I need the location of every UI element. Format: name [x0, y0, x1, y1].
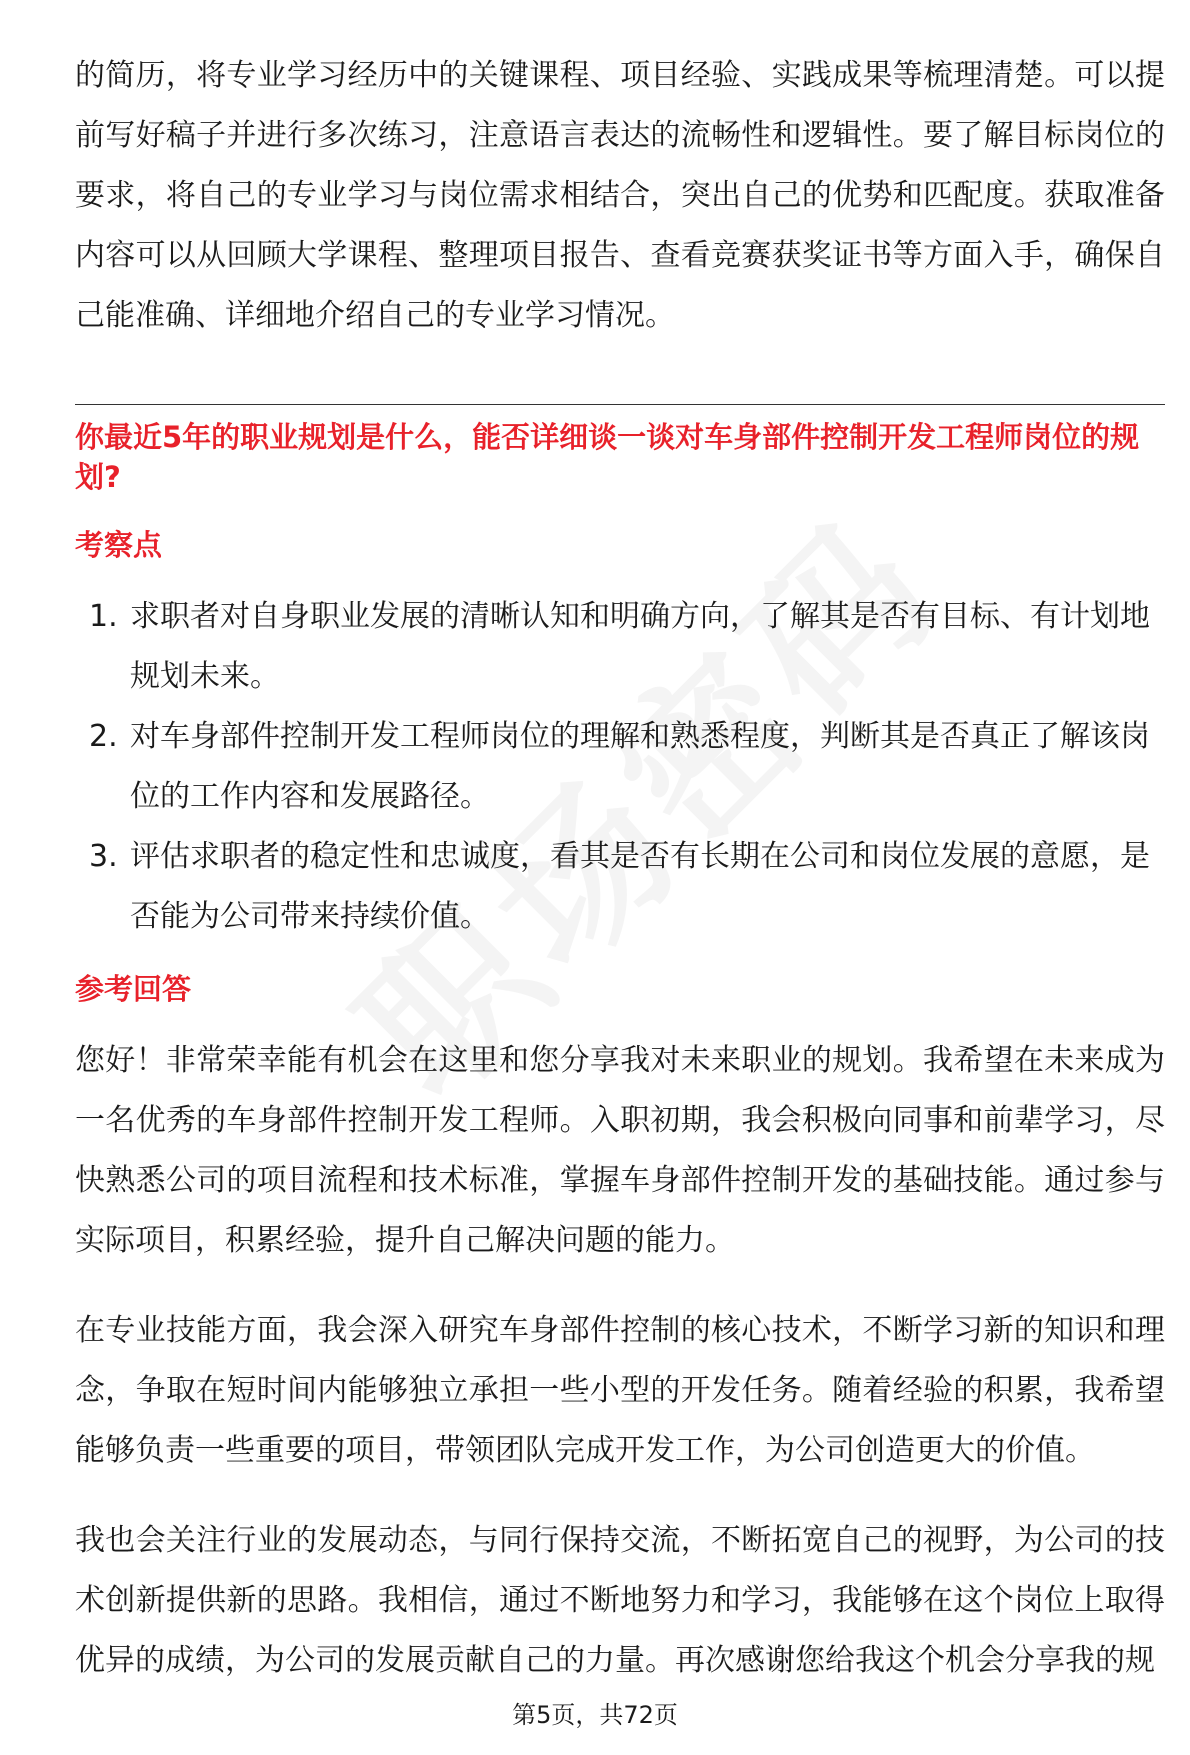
list-item	[75, 707, 1165, 827]
section-divider	[75, 404, 1165, 405]
page-content	[75, 46, 1165, 1691]
list-item-number: 2.	[89, 719, 118, 754]
points-list	[75, 587, 1165, 947]
page-number: 第5页，共72页	[512, 1701, 678, 1729]
list-item-text: 对车身部件控制开发工程师岗位的理解和熟悉程度，判断其是否真正了解该岗位的工作内容和发展路径。	[130, 719, 1150, 814]
question-title: 你最近5年的职业规划是什么，能否详细谈一谈对车身部件控制开发工程师岗位的规划?	[75, 420, 1140, 494]
answer-heading: 参考回答	[75, 972, 192, 1006]
answer-paragraph: 您好！非常荣幸能有机会在这里和您分享我对未来职业的规划。我希望在未来成为一名优秀的车身部件控制开发工程师。入职初期，我会积极向同事和前辈学习，尽快熟悉公司的项目流程和技术标准，掌握车身部件控制开发的基础技能。通过参与实际项目，积累经验，提升自己解决问题的能力。	[75, 1043, 1165, 1258]
answer-body	[75, 1031, 1165, 1691]
list-item-text: 评估求职者的稳定性和忠诚度，看其是否有长期在公司和岗位发展的意愿，是否能为公司带来持续价值。	[130, 839, 1150, 934]
list-item	[75, 827, 1165, 947]
list-item-number: 1.	[89, 599, 118, 634]
list-item-number: 3.	[89, 839, 118, 874]
points-heading: 考察点	[75, 528, 163, 562]
intro-paragraph: 的简历，将专业学习经历中的关键课程、项目经验、实践成果等梳理清楚。可以提前写好稿子并进行多次练习，注意语言表达的流畅性和逻辑性。要了解目标岗位的要求，将自己的专业学习与岗位需求相结合，突出自己的优势和匹配度。获取准备内容可以从回顾大学课程、整理项目报告、查看竞赛获奖证书等方面入手，确保自己能准确、详细地介绍自己的专业学习情况。	[75, 58, 1165, 333]
answer-paragraph: 我也会关注行业的发展动态，与同行保持交流，不断拓宽自己的视野，为公司的技术创新提供新的思路。我相信，通过不断地努力和学习，我能够在这个岗位上取得优异的成绩，为公司的发展贡献自己的力量。再次感谢您给我这个机会分享我的规	[75, 1523, 1165, 1678]
list-item-text: 求职者对自身职业发展的清晰认知和明确方向，了解其是否有目标、有计划地规划未来。	[130, 599, 1150, 694]
list-item	[75, 587, 1165, 707]
answer-paragraph: 在专业技能方面，我会深入研究车身部件控制的核心技术，不断学习新的知识和理念，争取在短时间内能够独立承担一些小型的开发任务。随着经验的积累，我希望能够负责一些重要的项目，带领团队完成开发工作，为公司创造更大的价值。	[75, 1313, 1165, 1468]
